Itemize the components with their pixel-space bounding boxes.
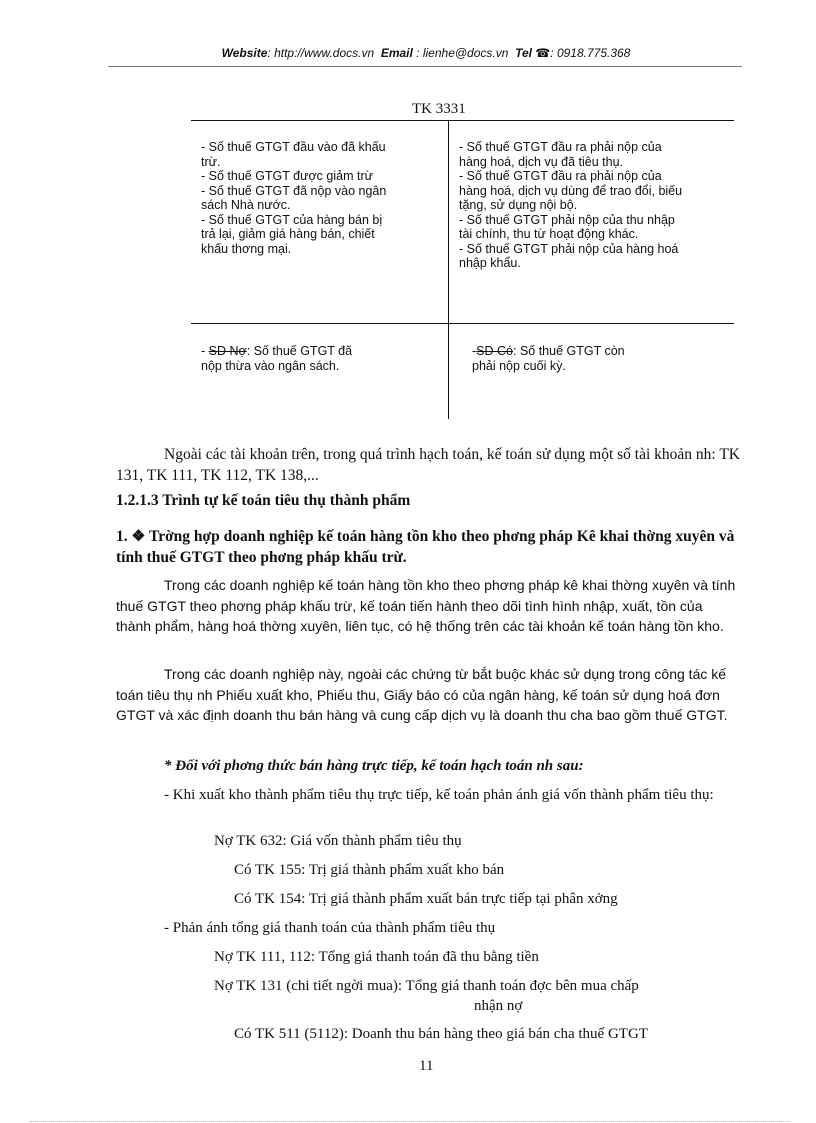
journal-line: Nợ TK 632: Giá vốn thành phẩm tiêu thụ — [214, 833, 462, 849]
debit-line: trừ. — [201, 154, 221, 169]
journal-line: Nợ TK 131 (chi tiết ngời mua): Tổng giá thanh toán đợc bên mua chấp — [214, 978, 639, 994]
credit-line: - Số thuế GTGT đầu ra phải nộp của — [459, 140, 662, 154]
debit-line: - Số thuế GTGT của hàng bán bị — [201, 212, 383, 227]
credit-line: nhập khẩu. — [459, 256, 521, 270]
credit-line: - Số thuế GTGT phải nộp của thu nhập — [459, 212, 675, 227]
t-account-credit-side — [459, 140, 734, 271]
debit-balance: - SD Nợ: Số thuế GTGT đã nộp thừa vào ngân sách. — [201, 344, 353, 373]
t-account-title: TK 3331 — [412, 101, 466, 117]
debit-line: trả lại, giảm giá hàng bán, chiết — [201, 227, 375, 241]
email-address[interactable]: : lienhe@docs.vn — [416, 46, 509, 60]
debit-line: sách Nhà nước. — [201, 198, 291, 212]
tel-label: Tel — [515, 46, 532, 60]
tel-number: : 0918.775.368 — [550, 46, 631, 60]
paragraph-cost-of-goods: - Khi xuất kho thành phẩm tiêu thụ trực tiếp, kế toán phản ánh giá vốn thành phẩm tiêu thụ: — [164, 787, 714, 803]
email-label: Email — [380, 46, 413, 60]
credit-balance: -SD Có: Số thuế GTGT còn phải nộp cuối kỳ. — [472, 344, 625, 373]
t-account-top-rule — [191, 120, 734, 121]
paragraph-documents: Trong các doanh nghiệp này, ngoài các chứng từ bắt buộc khác sử dụng trong công tác kế toán tiêu thụ nh Phiếu xuất kho, Phiếu thu, Giấy báo có của ngân hàng, kế toán sử dụng hoá đơn GTGT và xác định doanh thu bán hàng và cung cấp dịch vụ là doanh thu cha bao gồm thuế GTGT. — [116, 666, 728, 723]
journal-line-continuation: nhận nợ — [474, 998, 523, 1014]
phone-icon: ☎ — [535, 46, 551, 60]
header-divider — [108, 66, 742, 67]
credit-line: hàng hoá, dịch vụ đã tiêu thụ. — [459, 154, 624, 169]
debit-line: - Số thuế GTGT được giảm trừ — [201, 169, 373, 183]
journal-line: Nợ TK 111, 112: Tổng giá thanh toán đã thu bằng tiền — [214, 949, 539, 965]
credit-line: - Số thuế GTGT phải nộp của hàng hoá — [459, 241, 679, 256]
journal-line: Có TK 155: Trị giá thành phẩm xuất kho bán — [234, 862, 505, 878]
page-header — [108, 46, 744, 60]
direct-sales-subheading: * Đối với phơng thức bán hàng trực tiếp, kế toán hạch toán nh sau: — [164, 758, 584, 774]
journal-line: Có TK 154: Trị giá thành phẩm xuất bán trực tiếp tại phân xởng — [234, 891, 618, 907]
journal-line: Có TK 511 (5112): Doanh thu bán hàng theo giá bán cha thuế GTGT — [234, 1026, 648, 1042]
credit-balance-label: SD Có — [476, 344, 513, 358]
credit-line: tài chính, thu từ hoạt động khác. — [459, 227, 639, 241]
item-number: 1. — [116, 528, 128, 545]
journal-heading-line: - Phản ánh tổng giá thanh toán của thành phẩm tiêu thụ — [164, 920, 496, 936]
t-account-balance-rule — [191, 323, 734, 324]
paragraph-other-accounts: Ngoài các tài khoản trên, trong quá trình hạch toán, kế toán sử dụng một số tài khoản nh: TK 131, TK 111, TK 112, TK 138,... — [116, 446, 740, 484]
debit-balance-label: SD Nợ — [208, 344, 247, 358]
credit-line: hàng hoá, dịch vụ dùng để trao đổi, biếu — [459, 183, 683, 198]
footer-divider — [30, 1121, 790, 1122]
item-heading-text: Trờng hợp doanh nghiệp kế toán hàng tồn kho theo phơng pháp Kê khai thờng xuyên và tính thuế GTGT theo phơng pháp khấu trừ. — [116, 528, 735, 566]
paragraph-perpetual-method: Trong các doanh nghiệp kế toán hàng tồn kho theo phơng pháp kê khai thờng xuyên và tính thuế GTGT theo phơng pháp khấu trừ, kế toán tiến hành theo dõi tình hình nhập, xuất, tồn của thành phẩm, hàng hoá thờng xuyên, liên tục, có hệ thống trên các tài khoản kế toán hàng tồn kho. — [116, 577, 736, 634]
debit-line: - Số thuế GTGT đầu vào đã khấu — [201, 140, 386, 154]
website-label: Website — [221, 46, 268, 60]
section-heading: 1.2.1.3 Trình tự kế toán tiêu thụ thành phẩm — [116, 492, 411, 509]
website-url[interactable]: : http://www.docs.vn — [267, 46, 375, 60]
credit-line: tặng, sử dụng nội bộ. — [459, 198, 578, 212]
debit-line: khấu thơng mại. — [201, 241, 292, 256]
t-account-debit-side — [201, 140, 441, 256]
diamond-bullet-icon: ❖ — [131, 528, 146, 545]
t-account-center-rule — [448, 121, 449, 419]
page-number: 11 — [419, 1058, 434, 1074]
credit-line: - Số thuế GTGT đầu ra phải nộp của — [459, 169, 662, 183]
debit-line: - Số thuế GTGT đã nộp vào ngân — [201, 183, 387, 198]
item-heading — [116, 526, 740, 568]
